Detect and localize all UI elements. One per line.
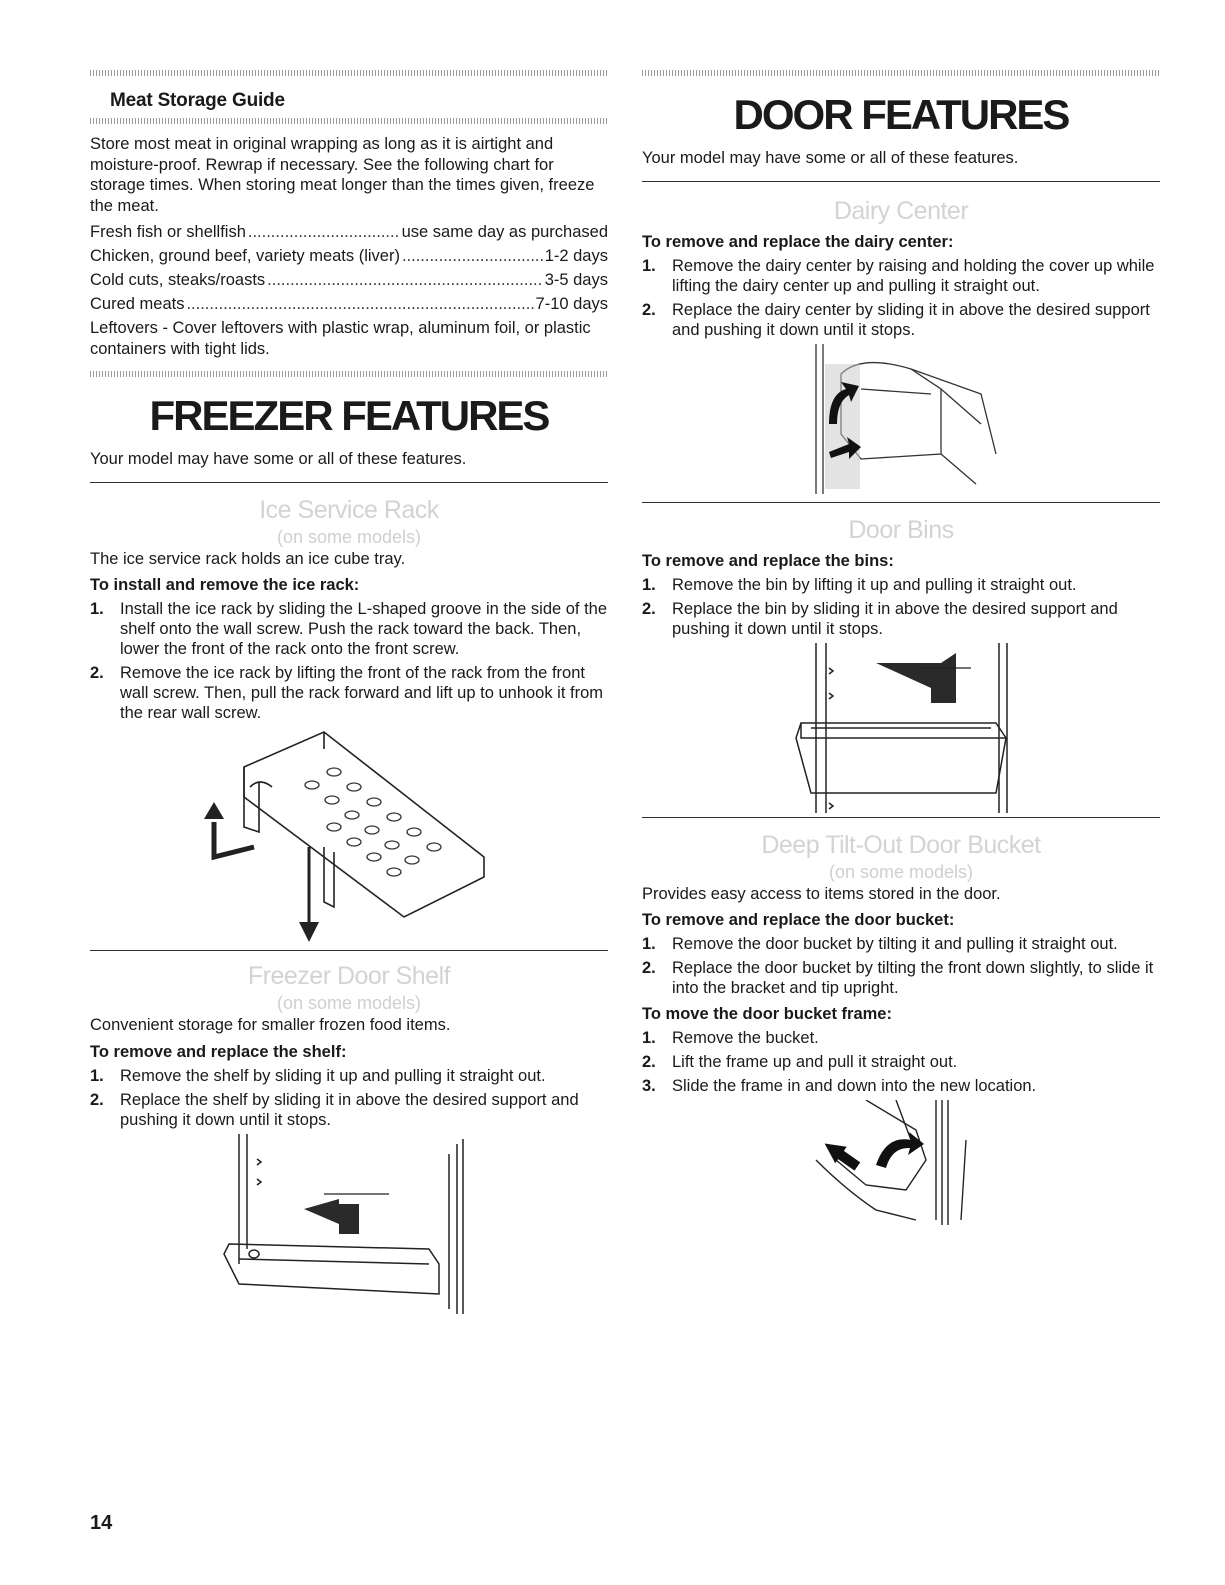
dairy-steps [642, 256, 1160, 340]
storage-item: Cured meats [90, 295, 185, 313]
freezer-shelf-section [90, 961, 608, 1314]
door-bins-steps-heading: To remove and replace the bins: [642, 551, 894, 570]
step-text: Replace the dairy center by sliding it in above the desired support and pushing it down until it stops. [672, 300, 1150, 339]
door-intro: Your model may have some or all of these features. [642, 149, 1019, 167]
leader-dots [186, 294, 533, 314]
step-number: 1. [642, 575, 656, 594]
step-text: Remove the dairy center by raising and holding the cover up while lifting the dairy center up and pulling it straight out. [672, 256, 1155, 295]
step-number: 2. [642, 300, 656, 319]
ice-rack-subtitle: (on some models) [276, 526, 422, 547]
dairy-center-illustration [801, 344, 1001, 494]
step-number: 1. [642, 256, 656, 275]
storage-item: Cold cuts, steaks/roasts [90, 271, 266, 289]
pattern-rule [90, 371, 608, 377]
pattern-rule [90, 70, 608, 76]
list-item [642, 1028, 1160, 1048]
section-divider [642, 502, 1160, 503]
freezer-features-title: FREEZER FEATURES [149, 392, 549, 439]
leader-dots [402, 246, 543, 266]
storage-row [90, 294, 608, 314]
step-text: Remove the door bucket by tilting it and pulling it straight out. [672, 935, 1118, 953]
step-text: Install the ice rack by sliding the L-shaped groove in the side of the shelf onto the wall screw. Push the rack toward the back. Then, lower the front of the rack onto the front screw. [120, 600, 608, 658]
storage-time: 7-10 days [535, 295, 608, 313]
door-bucket-illustration [806, 1100, 996, 1230]
ice-rack-illustration [184, 727, 514, 942]
left-column [90, 70, 608, 1314]
leader-dots [267, 270, 543, 290]
list-item [642, 1052, 1160, 1072]
ice-rack-steps [90, 599, 608, 723]
storage-list [90, 222, 608, 314]
freezer-shelf-title: Freezer Door Shelf [247, 962, 451, 990]
door-bucket-steps-heading: To remove and replace the door bucket: [642, 911, 955, 929]
bucket-frame-steps-heading: To move the door bucket frame: [642, 1005, 892, 1023]
section-divider [642, 817, 1160, 818]
door-bucket-subtitle: (on some models) [828, 861, 974, 882]
step-text: Replace the bin by sliding it in above the desired support and pushing it down until it stops. [672, 599, 1118, 638]
step-number: 1. [642, 935, 656, 953]
step-text: Lift the frame up and pull it straight out. [672, 1053, 958, 1071]
list-item [90, 1066, 608, 1086]
step-number: 1. [642, 1029, 656, 1047]
section-divider [90, 482, 608, 483]
ice-rack-desc: The ice service rack holds an ice cube tray. [90, 549, 406, 568]
list-item [642, 934, 1160, 954]
step-number: 2. [642, 959, 656, 977]
meat-guide-title: Meat Storage Guide [110, 90, 285, 111]
leftovers-note: Leftovers - Cover leftovers with plastic wrap, aluminum foil, or plastic containers with tight lids. [90, 319, 591, 358]
pattern-rule [642, 70, 1160, 76]
dairy-title: Dairy Center [833, 196, 969, 225]
pattern-rule [90, 118, 608, 124]
section-divider [90, 950, 608, 951]
step-text: Slide the frame in and down into the new location. [672, 1077, 1037, 1095]
door-bucket-section [642, 830, 1160, 1231]
list-item [642, 958, 1160, 998]
ice-rack-steps-heading: To install and remove the ice rack: [90, 576, 360, 594]
storage-time: use same day as purchased [401, 223, 608, 241]
storage-time: 3-5 days [544, 271, 608, 289]
door-bucket-steps [642, 934, 1160, 998]
list-item [642, 575, 1160, 595]
dairy-section [642, 196, 1160, 494]
door-bin-illustration [781, 643, 1021, 813]
step-text: Replace the shelf by sliding it in above the desired support and pushing it down until it stops. [120, 1090, 579, 1129]
step-number: 2. [90, 1090, 104, 1109]
step-number: 1. [90, 1066, 104, 1085]
leader-dots [248, 222, 400, 242]
storage-row [90, 222, 608, 242]
bucket-frame-steps [642, 1028, 1160, 1096]
page-number: 14 [90, 1512, 113, 1534]
door-features-title: DOOR FEATURES [733, 91, 1069, 138]
ice-rack-title: Ice Service Rack [259, 495, 439, 524]
step-number: 1. [90, 600, 104, 618]
freezer-shelf-steps [90, 1066, 608, 1130]
freezer-shelf-subtitle: (on some models) [276, 993, 422, 1013]
step-text: Remove the bin by lifting it up and pulling it straight out. [672, 575, 1077, 594]
list-item [642, 300, 1160, 340]
storage-row [90, 246, 608, 266]
step-text: Remove the ice rack by lifting the front of the rack from the front wall screw. Then, pull the rack forward and lift up to unhook it from the rear wall screw. [120, 664, 604, 722]
step-number: 2. [642, 599, 656, 618]
right-column [642, 70, 1160, 1230]
step-number: 2. [642, 1053, 656, 1071]
door-bins-section [642, 515, 1160, 813]
door-bins-steps [642, 575, 1160, 639]
list-item [642, 599, 1160, 639]
list-item [90, 1090, 608, 1130]
freezer-shelf-desc: Convenient storage for smaller frozen food items. [90, 1016, 451, 1034]
list-item [642, 1076, 1160, 1096]
meat-guide-intro: Store most meat in original wrapping as long as it is airtight and moisture-proof. Rewrap if necessary. See the following chart for storage times. When storing meat longer than the times given, freeze the meat. [90, 135, 595, 215]
step-text: Remove the shelf by sliding it up and pulling it straight out. [120, 1066, 546, 1085]
door-bucket-title: Deep Tilt-Out Door Bucket [761, 830, 1041, 859]
freezer-shelf-illustration [199, 1134, 499, 1314]
list-item [90, 663, 608, 723]
list-item [642, 256, 1160, 296]
freezer-shelf-steps-heading: To remove and replace the shelf: [90, 1042, 347, 1061]
door-bins-title: Door Bins [848, 515, 954, 544]
step-number: 3. [642, 1077, 656, 1095]
step-text: Replace the door bucket by tilting the front down slightly, to slide it into the bracket and tip upright. [672, 959, 1154, 997]
storage-item: Fresh fish or shellfish [90, 223, 246, 241]
step-text: Remove the bucket. [672, 1029, 819, 1047]
storage-item: Chicken, ground beef, variety meats (liver) [90, 247, 400, 265]
door-bucket-desc: Provides easy access to items stored in the door. [642, 884, 1001, 903]
storage-time: 1-2 days [544, 247, 608, 265]
section-divider [642, 181, 1160, 182]
freezer-intro: Your model may have some or all of these features. [90, 450, 467, 468]
storage-row [90, 270, 608, 290]
ice-rack-section [90, 495, 608, 943]
step-number: 2. [90, 664, 104, 682]
list-item [90, 599, 608, 659]
dairy-steps-heading: To remove and replace the dairy center: [642, 232, 954, 251]
